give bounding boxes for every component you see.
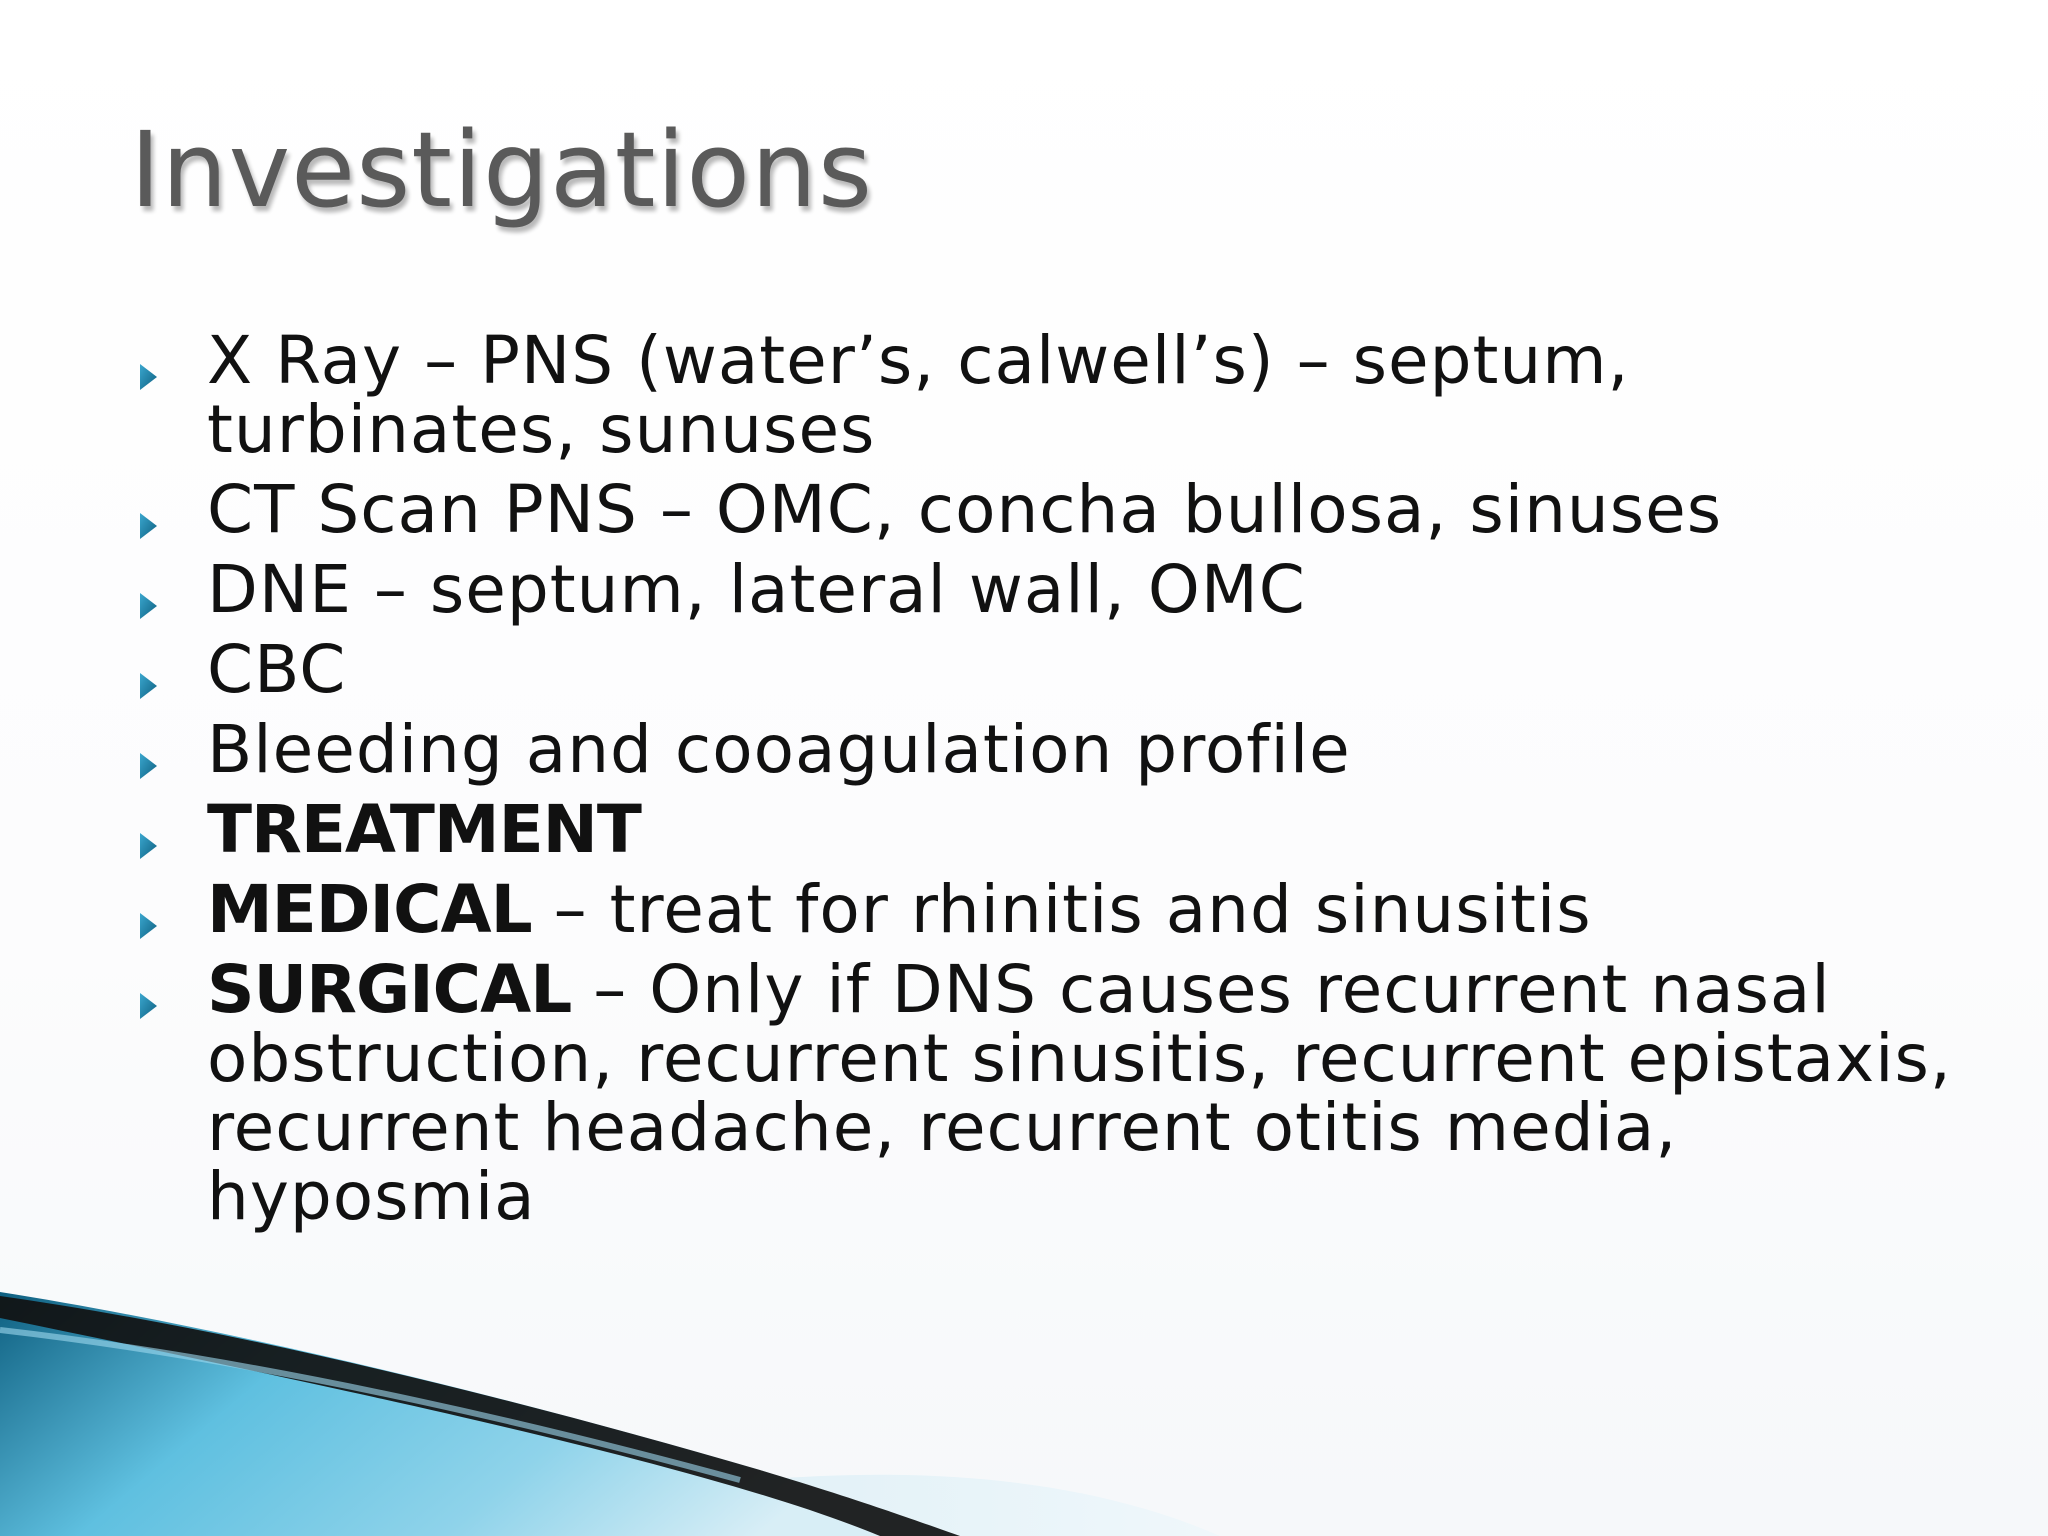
bullet-detail: – Only if DNS causes recurrent nasal obstruction, recurrent sinusitis, recurrent epistaxis, recurrent headache, recurrent otitis media, hyposmia [207,951,1952,1235]
bullet-heading: TREATMENT [207,791,641,868]
bullet-text: CT Scan PNS – OMC, concha bullosa, sinuses [207,471,1723,548]
bullet-text: CBC [207,631,347,708]
bullet-text: Bleeding and cooagulation profile [207,711,1351,788]
bullet-heading: SURGICAL [207,951,572,1028]
bullet-text: DNE – septum, lateral wall, OMC [207,551,1306,628]
bullet-detail: – treat for rhinitis and sinusitis [531,871,1592,948]
bullet-heading: MEDICAL [207,871,532,948]
slide-title: Investigations [130,109,874,231]
bullet-text: X Ray – PNS (water’s, calwell’s) – septum, turbinates, sunuses [207,322,1630,468]
